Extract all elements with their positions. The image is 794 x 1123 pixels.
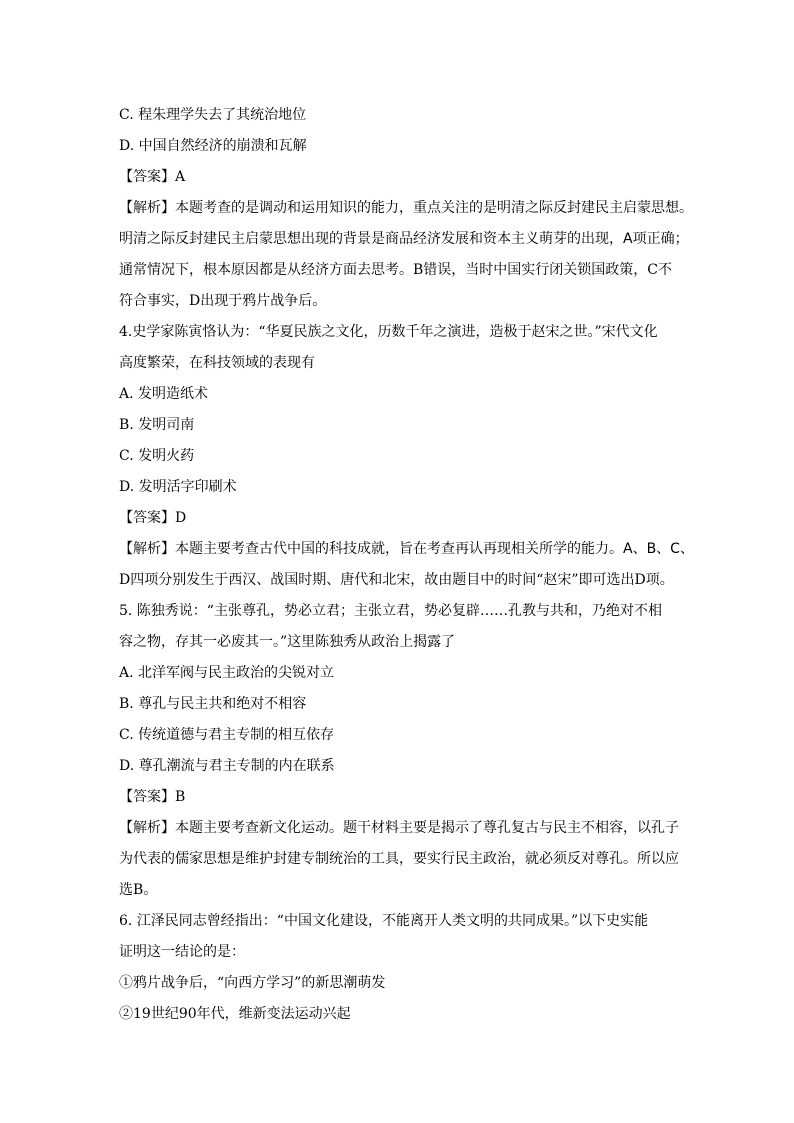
answer: 【答案】A (119, 169, 186, 185)
explanation-line: 明清之际反封建民主启蒙思想出现的背景是商品经济发展和资本主义萌芽的出现，A项正确； (119, 231, 689, 247)
option-b: B. 尊孔与民主共和绝对不相容 (119, 696, 307, 712)
option-c: C. 程朱理学失去了其统治地位 (119, 107, 307, 123)
question-4: 4.史学家陈寅恪认为：“华夏民族之文化，历数千年之演进，造极于赵宋之世。”宋代文化 (119, 324, 658, 340)
explanation-line: 【解析】本题主要考查古代中国的科技成就，旨在考查再认再现相关所学的能力。A、B、C、 (119, 541, 694, 557)
option-a: A. 北洋军阀与民主政治的尖锐对立 (119, 665, 335, 681)
answer: 【答案】D (119, 510, 187, 526)
statement-2: ②19世纪90年代，维新变法运动兴起 (119, 1006, 351, 1022)
option-b: B. 发明司南 (119, 417, 195, 433)
explanation-line: 通常情况下，根本原因都是从经济方面去思考。B错误，当时中国实行闭关锁国政策，C不 (119, 262, 672, 278)
option-c: C. 发明火药 (119, 448, 195, 464)
option-c: C. 传统道德与君主专制的相互依存 (119, 727, 335, 743)
question-6: 6. 江泽民同志曾经指出：“中国文化建设，不能离开人类文明的共同成果。”以下史实能 (119, 913, 649, 929)
explanation-line: 【解析】本题主要考查新文化运动。题干材料主要是揭示了尊孔复古与民主不相容，以孔子 (119, 820, 679, 836)
document-page (119, 100, 694, 1030)
question-6: 证明这一结论的是： (119, 944, 245, 960)
statement-1: ①鸦片战争后，“向西方学习”的新思潮萌发 (119, 975, 386, 991)
explanation-line: 选B。 (119, 882, 158, 898)
answer: 【答案】B (119, 789, 186, 805)
option-d: D. 发明活字印刷术 (119, 479, 237, 495)
explanation-line: 符合事实，D出现于鸦片战争后。 (119, 293, 327, 309)
explanation-line: D四项分别发生于西汉、战国时期、唐代和北宋，故由题目中的时间“赵宋”即可选出D项。 (119, 572, 674, 588)
explanation-line: 【解析】本题考查的是调动和运用知识的能力，重点关注的是明清之际反封建民主启蒙思想。 (119, 200, 693, 216)
question-5: 5. 陈独秀说：“主张尊孔，势必立君；主张立君，势必复辟……孔教与共和，乃绝对不相 (119, 603, 662, 619)
question-4: 高度繁荣，在科技领域的表现有 (119, 355, 315, 371)
option-d: D. 尊孔潮流与君主专制的内在联系 (119, 758, 335, 774)
option-a: A. 发明造纸术 (119, 386, 209, 402)
question-5: 容之物，存其一必废其一。”这里陈独秀从政治上揭露了 (119, 634, 456, 650)
explanation-line: 为代表的儒家思想是维护封建专制统治的工具，要实行民主政治，就必须反对尊孔。所以应 (119, 851, 679, 867)
option-d: D. 中国自然经济的崩溃和瓦解 (119, 138, 307, 154)
